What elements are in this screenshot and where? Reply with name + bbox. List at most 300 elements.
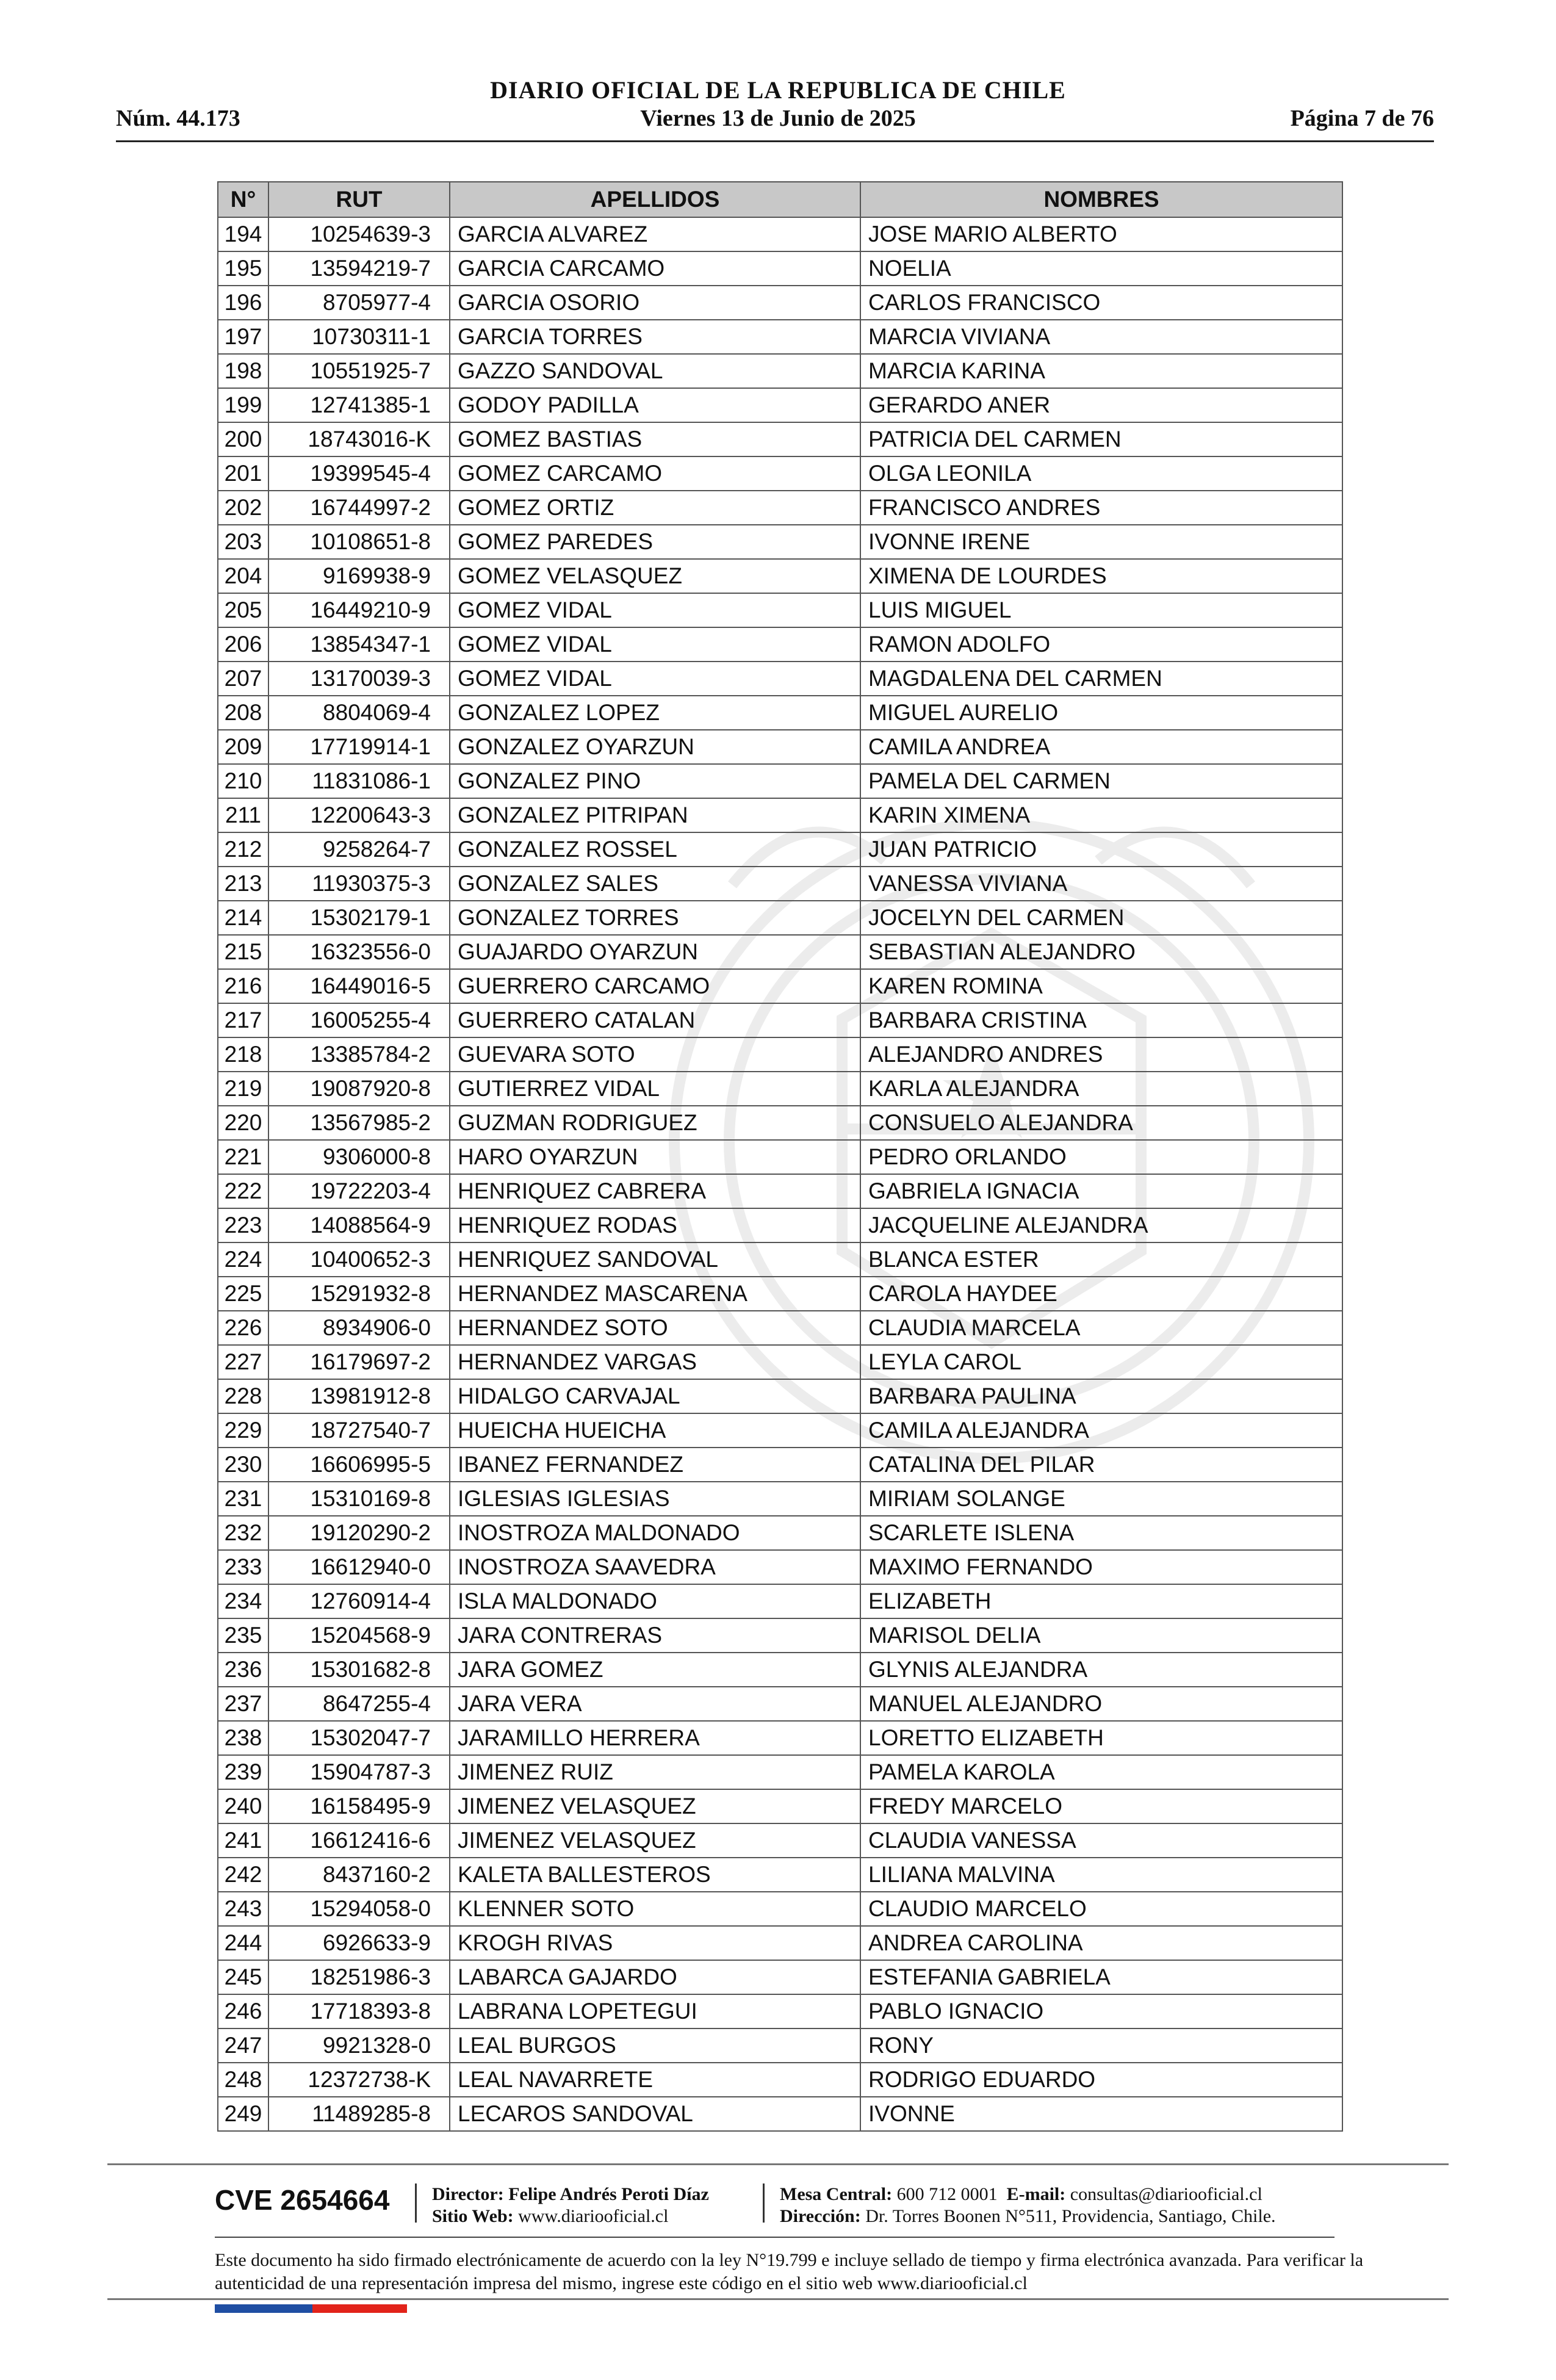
row-number: 210	[218, 764, 268, 798]
rut-cell: 19087920-8	[268, 1072, 450, 1106]
rut-cell: 10551925-7	[268, 354, 450, 388]
rut-cell: 15904787-3	[268, 1755, 450, 1789]
nombres-cell: MAXIMO FERNANDO	[860, 1550, 1342, 1584]
nombres-cell: CLAUDIA VANESSA	[860, 1823, 1342, 1858]
table-row	[218, 1516, 1342, 1550]
apellidos-cell: GONZALEZ OYARZUN	[450, 730, 860, 764]
rut-cell: 13170039-3	[268, 662, 450, 696]
nombres-cell: CAROLA HAYDEE	[860, 1277, 1342, 1311]
apellidos-cell: GONZALEZ SALES	[450, 867, 860, 901]
nombres-cell: CATALINA DEL PILAR	[860, 1448, 1342, 1482]
rut-cell: 13385784-2	[268, 1037, 450, 1072]
rut-cell: 11489285-8	[268, 2097, 450, 2131]
row-number: 214	[218, 901, 268, 935]
rut-cell: 16612416-6	[268, 1823, 450, 1858]
apellidos-cell: GUERRERO CARCAMO	[450, 969, 860, 1003]
apellidos-cell: IGLESIAS IGLESIAS	[450, 1482, 860, 1516]
row-number: 213	[218, 867, 268, 901]
rut-cell: 15291932-8	[268, 1277, 450, 1311]
nombres-cell: LEYLA CAROL	[860, 1345, 1342, 1379]
table-row	[218, 2028, 1342, 2063]
apellidos-cell: GODOY PADILLA	[450, 388, 860, 422]
rut-cell: 19399545-4	[268, 456, 450, 491]
table-row	[218, 1208, 1342, 1242]
table-row	[218, 388, 1342, 422]
nombres-cell: ANDREA CAROLINA	[860, 1926, 1342, 1960]
table-row	[218, 935, 1342, 969]
nombres-cell: MAGDALENA DEL CARMEN	[860, 662, 1342, 696]
row-number: 240	[218, 1789, 268, 1823]
email-link[interactable]: consultas@diariooficial.cl	[1070, 2184, 1262, 2204]
nombres-cell: JOSE MARIO ALBERTO	[860, 217, 1342, 251]
row-number: 215	[218, 935, 268, 969]
footer-director-block	[432, 2183, 709, 2227]
table-row	[218, 1687, 1342, 1721]
rut-cell: 15310169-8	[268, 1482, 450, 1516]
table-row	[218, 1584, 1342, 1618]
footer-contact-block	[780, 2183, 1276, 2227]
flag-stripe-blue	[215, 2304, 312, 2313]
rut-cell: 15302179-1	[268, 901, 450, 935]
nombres-cell: LILIANA MALVINA	[860, 1858, 1342, 1892]
table-row	[218, 1789, 1342, 1823]
apellidos-cell: GOMEZ VIDAL	[450, 627, 860, 662]
footer-separator	[415, 2183, 417, 2223]
table-row	[218, 1721, 1342, 1755]
director-name: Felipe Andrés Peroti Díaz	[508, 2184, 709, 2204]
row-number: 204	[218, 559, 268, 593]
rut-cell: 15301682-8	[268, 1653, 450, 1687]
rut-cell: 16612940-0	[268, 1550, 450, 1584]
table-row	[218, 251, 1342, 286]
apellidos-cell: HERNANDEZ SOTO	[450, 1311, 860, 1345]
phone-number: 600 712 0001	[896, 2184, 998, 2204]
flag-stripe-red	[312, 2304, 407, 2313]
rut-cell: 9306000-8	[268, 1140, 450, 1174]
table-row	[218, 1106, 1342, 1140]
row-number: 211	[218, 798, 268, 832]
nombres-cell: FRANCISCO ANDRES	[860, 491, 1342, 525]
nombres-cell: PABLO IGNACIO	[860, 1994, 1342, 2028]
rut-cell: 17718393-8	[268, 1994, 450, 2028]
apellidos-cell: HENRIQUEZ RODAS	[450, 1208, 860, 1242]
footer-inner-divider	[215, 2237, 1334, 2238]
apellidos-cell: GUAJARDO OYARZUN	[450, 935, 860, 969]
row-number: 242	[218, 1858, 268, 1892]
nombres-cell: CAMILA ANDREA	[860, 730, 1342, 764]
row-number: 209	[218, 730, 268, 764]
nombres-cell: ALEJANDRO ANDRES	[860, 1037, 1342, 1072]
rut-cell: 16179697-2	[268, 1345, 450, 1379]
nombres-cell: JOCELYN DEL CARMEN	[860, 901, 1342, 935]
apellidos-cell: GOMEZ CARCAMO	[450, 456, 860, 491]
apellidos-cell: JIMENEZ VELASQUEZ	[450, 1789, 860, 1823]
table-row	[218, 1345, 1342, 1379]
rut-cell: 16744997-2	[268, 491, 450, 525]
header-divider	[116, 140, 1434, 142]
row-number: 243	[218, 1892, 268, 1926]
nombres-cell: JUAN PATRICIO	[860, 832, 1342, 867]
row-number: 225	[218, 1277, 268, 1311]
website-link[interactable]: www.diariooficial.cl	[518, 2206, 669, 2226]
nombres-cell: CONSUELO ALEJANDRA	[860, 1106, 1342, 1140]
apellidos-cell: HERNANDEZ MASCARENA	[450, 1277, 860, 1311]
row-number: 212	[218, 832, 268, 867]
apellidos-cell: GOMEZ ORTIZ	[450, 491, 860, 525]
apellidos-cell: GARCIA TORRES	[450, 320, 860, 354]
apellidos-cell: GONZALEZ PINO	[450, 764, 860, 798]
table-row	[218, 1653, 1342, 1687]
row-number: 233	[218, 1550, 268, 1584]
rut-cell: 13981912-8	[268, 1379, 450, 1413]
row-number: 246	[218, 1994, 268, 2028]
nombres-cell: ELIZABETH	[860, 1584, 1342, 1618]
nombres-cell: IVONNE IRENE	[860, 525, 1342, 559]
nombres-cell: GERARDO ANER	[860, 388, 1342, 422]
row-number: 239	[218, 1755, 268, 1789]
table-row	[218, 422, 1342, 456]
row-number: 227	[218, 1345, 268, 1379]
rut-cell: 19722203-4	[268, 1174, 450, 1208]
row-number: 237	[218, 1687, 268, 1721]
row-number: 203	[218, 525, 268, 559]
nombres-cell: PATRICIA DEL CARMEN	[860, 422, 1342, 456]
table-row	[218, 456, 1342, 491]
rut-cell: 13854347-1	[268, 627, 450, 662]
table-row	[218, 217, 1342, 251]
table-row	[218, 1926, 1342, 1960]
rut-cell: 11930375-3	[268, 867, 450, 901]
table-row	[218, 969, 1342, 1003]
apellidos-cell: GOMEZ VIDAL	[450, 662, 860, 696]
row-number: 226	[218, 1311, 268, 1345]
table-row	[218, 559, 1342, 593]
row-number: 218	[218, 1037, 268, 1072]
apellidos-cell: HENRIQUEZ SANDOVAL	[450, 1242, 860, 1277]
nombres-cell: MARISOL DELIA	[860, 1618, 1342, 1653]
page-indicator: Página 7 de 76	[1290, 106, 1434, 131]
apellidos-cell: GARCIA OSORIO	[450, 286, 860, 320]
nombres-cell: KAREN ROMINA	[860, 969, 1342, 1003]
rut-cell: 15302047-7	[268, 1721, 450, 1755]
rut-cell: 16449210-9	[268, 593, 450, 627]
rut-cell: 19120290-2	[268, 1516, 450, 1550]
apellidos-cell: INOSTROZA SAAVEDRA	[450, 1550, 860, 1584]
apellidos-cell: LECAROS SANDOVAL	[450, 2097, 860, 2131]
table-row	[218, 1379, 1342, 1413]
row-number: 207	[218, 662, 268, 696]
table-row	[218, 867, 1342, 901]
table-row	[218, 1072, 1342, 1106]
rut-cell: 8437160-2	[268, 1858, 450, 1892]
footer-separator	[763, 2183, 765, 2223]
apellidos-cell: GOMEZ VIDAL	[450, 593, 860, 627]
apellidos-cell: IBANEZ FERNANDEZ	[450, 1448, 860, 1482]
apellidos-cell: JARA GOMEZ	[450, 1653, 860, 1687]
apellidos-cell: INOSTROZA MALDONADO	[450, 1516, 860, 1550]
table-row	[218, 1448, 1342, 1482]
issue-date: Viernes 13 de Junio de 2025	[640, 106, 916, 131]
apellidos-cell: GUZMAN RODRIGUEZ	[450, 1106, 860, 1140]
rut-cell: 9258264-7	[268, 832, 450, 867]
rut-cell: 16158495-9	[268, 1789, 450, 1823]
row-number: 232	[218, 1516, 268, 1550]
table-row	[218, 1550, 1342, 1584]
row-number: 234	[218, 1584, 268, 1618]
table-row	[218, 2063, 1342, 2097]
table-row	[218, 730, 1342, 764]
table-row	[218, 491, 1342, 525]
row-number: 222	[218, 1174, 268, 1208]
rut-cell: 8647255-4	[268, 1687, 450, 1721]
nombres-cell: RONY	[860, 2028, 1342, 2063]
row-number: 219	[218, 1072, 268, 1106]
apellidos-cell: LABRANA LOPETEGUI	[450, 1994, 860, 2028]
rut-cell: 9169938-9	[268, 559, 450, 593]
row-number: 200	[218, 422, 268, 456]
apellidos-cell: GAZZO SANDOVAL	[450, 354, 860, 388]
apellidos-cell: HUEICHA HUEICHA	[450, 1413, 860, 1448]
row-number: 201	[218, 456, 268, 491]
rut-cell: 14088564-9	[268, 1208, 450, 1242]
nombres-cell: MARCIA VIVIANA	[860, 320, 1342, 354]
rut-cell: 12760914-4	[268, 1584, 450, 1618]
rut-cell: 8804069-4	[268, 696, 450, 730]
director-label: Director:	[432, 2184, 504, 2204]
apellidos-cell: GOMEZ VELASQUEZ	[450, 559, 860, 593]
nombres-cell: MIGUEL AURELIO	[860, 696, 1342, 730]
table-row	[218, 1858, 1342, 1892]
table-row	[218, 1003, 1342, 1037]
apellidos-cell: GONZALEZ PITRIPAN	[450, 798, 860, 832]
apellidos-cell: JARA CONTRERAS	[450, 1618, 860, 1653]
nombres-cell: PEDRO ORLANDO	[860, 1140, 1342, 1174]
table-row	[218, 1482, 1342, 1516]
table-row	[218, 1140, 1342, 1174]
apellidos-cell: GUERRERO CATALAN	[450, 1003, 860, 1037]
row-number: 220	[218, 1106, 268, 1140]
apellidos-cell: GUEVARA SOTO	[450, 1037, 860, 1072]
address-value: Dr. Torres Boonen N°511, Providencia, Santiago, Chile.	[865, 2206, 1276, 2226]
nombres-cell: JACQUELINE ALEJANDRA	[860, 1208, 1342, 1242]
table-row	[218, 627, 1342, 662]
row-number: 205	[218, 593, 268, 627]
table-row	[218, 1994, 1342, 2028]
phone-label: Mesa Central:	[780, 2184, 893, 2204]
nombres-cell: RODRIGO EDUARDO	[860, 2063, 1342, 2097]
table-row	[218, 1311, 1342, 1345]
rut-cell: 12200643-3	[268, 798, 450, 832]
row-number: 235	[218, 1618, 268, 1653]
row-number: 206	[218, 627, 268, 662]
rut-cell: 10254639-3	[268, 217, 450, 251]
row-number: 238	[218, 1721, 268, 1755]
email-label: E-mail:	[1006, 2184, 1066, 2204]
table-row	[218, 320, 1342, 354]
table-row	[218, 1277, 1342, 1311]
rut-cell: 10400652-3	[268, 1242, 450, 1277]
nombres-cell: CARLOS FRANCISCO	[860, 286, 1342, 320]
row-number: 199	[218, 388, 268, 422]
nombres-cell: FREDY MARCELO	[860, 1789, 1342, 1823]
apellidos-cell: GARCIA CARCAMO	[450, 251, 860, 286]
rut-cell: 6926633-9	[268, 1926, 450, 1960]
address-label: Dirección:	[780, 2206, 861, 2226]
rut-cell: 18743016-K	[268, 422, 450, 456]
nombres-cell: SCARLETE ISLENA	[860, 1516, 1342, 1550]
row-number: 247	[218, 2028, 268, 2063]
apellidos-cell: GARCIA ALVAREZ	[450, 217, 860, 251]
row-number: 244	[218, 1926, 268, 1960]
rut-cell: 8705977-4	[268, 286, 450, 320]
rut-cell: 15294058-0	[268, 1892, 450, 1926]
rut-cell: 16449016-5	[268, 969, 450, 1003]
table-row	[218, 1618, 1342, 1653]
row-number: 216	[218, 969, 268, 1003]
names-table	[217, 181, 1343, 2132]
nombres-cell: SEBASTIAN ALEJANDRO	[860, 935, 1342, 969]
column-header-rut: RUT	[268, 182, 450, 217]
apellidos-cell: GOMEZ PAREDES	[450, 525, 860, 559]
nombres-cell: IVONNE	[860, 2097, 1342, 2131]
table-row	[218, 593, 1342, 627]
nombres-cell: LORETTO ELIZABETH	[860, 1721, 1342, 1755]
row-number: 198	[218, 354, 268, 388]
apellidos-cell: JARAMILLO HERRERA	[450, 1721, 860, 1755]
website-label: Sitio Web:	[432, 2206, 514, 2226]
table-row	[218, 2097, 1342, 2131]
nombres-cell: PAMELA DEL CARMEN	[860, 764, 1342, 798]
rut-cell: 8934906-0	[268, 1311, 450, 1345]
nombres-cell: GLYNIS ALEJANDRA	[860, 1653, 1342, 1687]
apellidos-cell: GUTIERREZ VIDAL	[450, 1072, 860, 1106]
table-row	[218, 1960, 1342, 1994]
row-number: 194	[218, 217, 268, 251]
nombres-cell: CLAUDIA MARCELA	[860, 1311, 1342, 1345]
column-header-nombres: NOMBRES	[860, 182, 1342, 217]
apellidos-cell: GONZALEZ TORRES	[450, 901, 860, 935]
table-row	[218, 1755, 1342, 1789]
rut-cell: 10108651-8	[268, 525, 450, 559]
rut-cell: 16005255-4	[268, 1003, 450, 1037]
apellidos-cell: HERNANDEZ VARGAS	[450, 1345, 860, 1379]
rut-cell: 16323556-0	[268, 935, 450, 969]
footer-bottom-divider	[107, 2298, 1449, 2300]
rut-cell: 11831086-1	[268, 764, 450, 798]
nombres-cell: KARLA ALEJANDRA	[860, 1072, 1342, 1106]
table-row	[218, 354, 1342, 388]
apellidos-cell: KROGH RIVAS	[450, 1926, 860, 1960]
table-row	[218, 286, 1342, 320]
row-number: 241	[218, 1823, 268, 1858]
table-row	[218, 1823, 1342, 1858]
nombres-cell: BARBARA CRISTINA	[860, 1003, 1342, 1037]
nombres-cell: GABRIELA IGNACIA	[860, 1174, 1342, 1208]
row-number: 195	[218, 251, 268, 286]
apellidos-cell: GOMEZ BASTIAS	[450, 422, 860, 456]
row-number: 208	[218, 696, 268, 730]
table-row	[218, 1242, 1342, 1277]
apellidos-cell: JIMENEZ RUIZ	[450, 1755, 860, 1789]
apellidos-cell: KALETA BALLESTEROS	[450, 1858, 860, 1892]
table-row	[218, 696, 1342, 730]
rut-cell: 15204568-9	[268, 1618, 450, 1653]
rut-cell: 13567985-2	[268, 1106, 450, 1140]
table-row	[218, 662, 1342, 696]
nombres-cell: LUIS MIGUEL	[860, 593, 1342, 627]
apellidos-cell: GONZALEZ LOPEZ	[450, 696, 860, 730]
issue-number: Núm. 44.173	[116, 106, 240, 131]
row-number: 236	[218, 1653, 268, 1687]
table-row	[218, 764, 1342, 798]
table-row	[218, 1892, 1342, 1926]
rut-cell: 12372738-K	[268, 2063, 450, 2097]
nombres-cell: CLAUDIO MARCELO	[860, 1892, 1342, 1926]
apellidos-cell: ISLA MALDONADO	[450, 1584, 860, 1618]
apellidos-cell: LEAL NAVARRETE	[450, 2063, 860, 2097]
nombres-cell: MIRIAM SOLANGE	[860, 1482, 1342, 1516]
table-row	[218, 832, 1342, 867]
apellidos-cell: KLENNER SOTO	[450, 1892, 860, 1926]
footer-top-divider	[107, 2163, 1449, 2165]
row-number: 197	[218, 320, 268, 354]
rut-cell: 12741385-1	[268, 388, 450, 422]
row-number: 221	[218, 1140, 268, 1174]
apellidos-cell: HENRIQUEZ CABRERA	[450, 1174, 860, 1208]
row-number: 217	[218, 1003, 268, 1037]
nombres-cell: MANUEL ALEJANDRO	[860, 1687, 1342, 1721]
nombres-cell: ESTEFANIA GABRIELA	[860, 1960, 1342, 1994]
nombres-cell: BLANCA ESTER	[860, 1242, 1342, 1277]
row-number: 249	[218, 2097, 268, 2131]
gazette-title: DIARIO OFICIAL DE LA REPUBLICA DE CHILE	[490, 76, 1066, 104]
nombres-cell: PAMELA KAROLA	[860, 1755, 1342, 1789]
row-number: 228	[218, 1379, 268, 1413]
table-row	[218, 1174, 1342, 1208]
row-number: 223	[218, 1208, 268, 1242]
apellidos-cell: LABARCA GAJARDO	[450, 1960, 860, 1994]
row-number: 224	[218, 1242, 268, 1277]
nombres-cell: MARCIA KARINA	[860, 354, 1342, 388]
rut-cell: 18251986-3	[268, 1960, 450, 1994]
nombres-cell: KARIN XIMENA	[860, 798, 1342, 832]
rut-cell: 18727540-7	[268, 1413, 450, 1448]
legal-notice: Este documento ha sido firmado electrónicamente de acuerdo con la ley N°19.799 e incluye sellado de tiempo y firma electrónica avanzada. Para verificar la autenticidad de una representación impresa del mismo, ingrese este código en el sitio web www.diariooficial.cl	[215, 2250, 1364, 2293]
nombres-cell: CAMILA ALEJANDRA	[860, 1413, 1342, 1448]
column-header-number: N°	[218, 182, 268, 217]
rut-cell: 10730311-1	[268, 320, 450, 354]
table-row	[218, 798, 1342, 832]
rut-cell: 13594219-7	[268, 251, 450, 286]
table-row	[218, 901, 1342, 935]
apellidos-cell: JARA VERA	[450, 1687, 860, 1721]
cve-code: CVE 2654664	[215, 2184, 390, 2216]
row-number: 245	[218, 1960, 268, 1994]
nombres-cell: OLGA LEONILA	[860, 456, 1342, 491]
row-number: 248	[218, 2063, 268, 2097]
apellidos-cell: LEAL BURGOS	[450, 2028, 860, 2063]
row-number: 202	[218, 491, 268, 525]
nombres-cell: NOELIA	[860, 251, 1342, 286]
nombres-cell: BARBARA PAULINA	[860, 1379, 1342, 1413]
table-row	[218, 1037, 1342, 1072]
row-number: 229	[218, 1413, 268, 1448]
row-number: 230	[218, 1448, 268, 1482]
rut-cell: 16606995-5	[268, 1448, 450, 1482]
apellidos-cell: HARO OYARZUN	[450, 1140, 860, 1174]
nombres-cell: VANESSA VIVIANA	[860, 867, 1342, 901]
rut-cell: 17719914-1	[268, 730, 450, 764]
